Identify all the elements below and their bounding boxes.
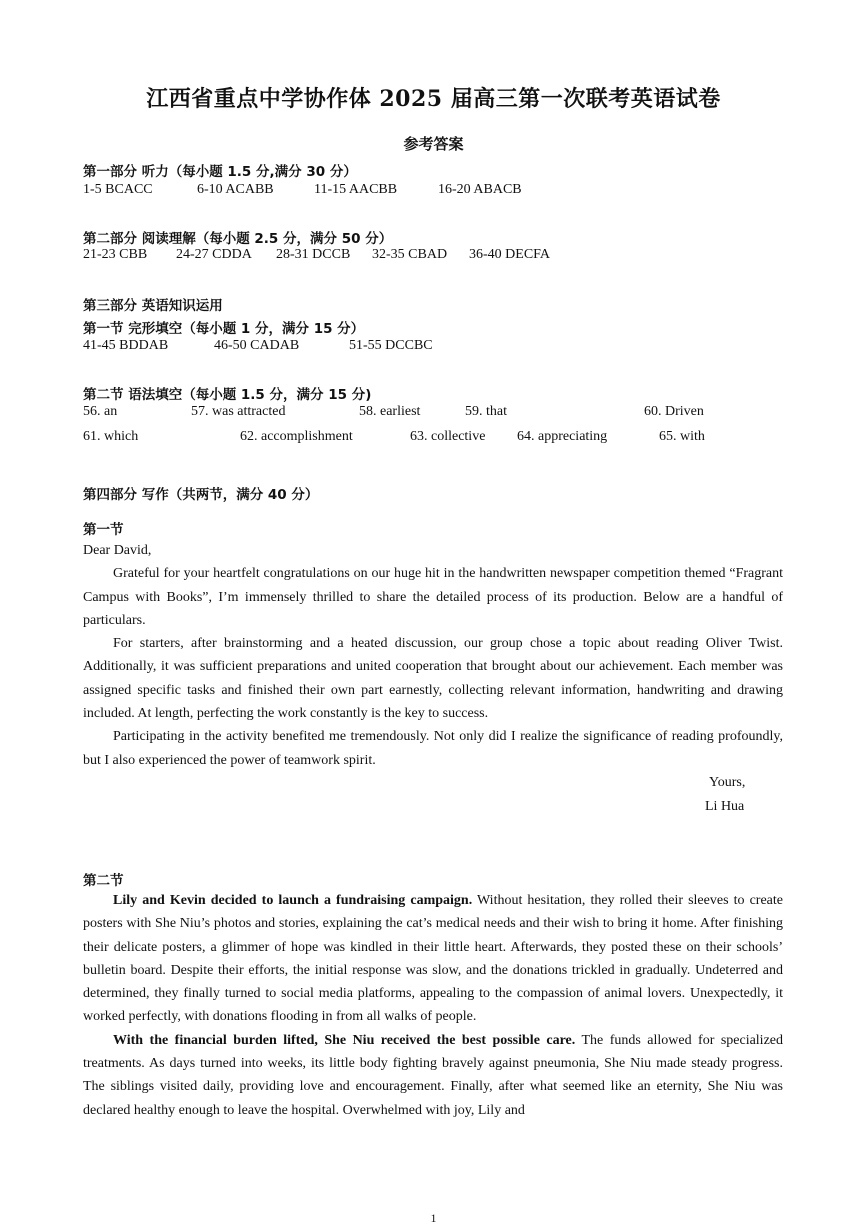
part2-answer: 24-27 CDDA xyxy=(176,247,252,262)
paragraph-opening-sentence: With the financial burden lifted, She Niu received the best possible care. xyxy=(113,1032,576,1048)
letter-signature: Li Hua xyxy=(705,799,745,814)
part2-answer: 28-31 DCCB xyxy=(276,247,351,262)
grammar-answer: 56. an xyxy=(83,404,118,419)
part1-answer: 1-5 BCACC xyxy=(83,182,153,197)
page-title: 江西省重点中学协作体 2025 届高三第一次联考英语试卷 xyxy=(146,86,721,112)
grammar-answer: 57. was attracted xyxy=(191,404,286,419)
page-number: 1 xyxy=(430,1211,437,1225)
part4-heading: 第四部分 写作（共两节，满分 40 分） xyxy=(83,487,319,503)
part1-heading: 第一部分 听力（每小题 1.5 分,满分 30 分） xyxy=(83,164,357,180)
letter-paragraph: Participating in the activity benefited me tremendously. Not only did I realize the significance of reading profoundly, but I also experienced the power of teamwork spirit. xyxy=(83,729,783,768)
grammar-answer: 59. that xyxy=(465,404,507,419)
cloze-answer: 46-50 CADAB xyxy=(214,338,300,353)
continuation-paragraph xyxy=(83,889,783,1029)
part2-answer: 21-23 CBB xyxy=(83,247,148,262)
grammar-answer: 65. with xyxy=(659,429,705,444)
grammar-answer: 64. appreciating xyxy=(517,429,608,444)
cloze-answer: 51-55 DCCBC xyxy=(349,338,433,353)
part2-answer: 32-35 CBAD xyxy=(372,247,448,262)
part1-answer: 11-15 AACBB xyxy=(314,182,398,197)
paragraph-opening-sentence: Lily and Kevin decided to launch a fundraising campaign. xyxy=(113,893,473,908)
continuation-writing xyxy=(83,889,783,1122)
grammar-answer: 60. Driven xyxy=(644,404,704,419)
part1-answer: 6-10 ACABB xyxy=(197,182,274,197)
grammar-answer: 61. which xyxy=(83,429,139,444)
part3-section1-heading: 第一节 完形填空（每小题 1 分，满分 15 分） xyxy=(83,321,365,337)
part3-section2-heading: 第二节 语法填空（每小题 1.5 分，满分 15 分) xyxy=(83,387,372,403)
page-subtitle: 参考答案 xyxy=(403,135,464,153)
cloze-answer: 41-45 BDDAB xyxy=(83,338,169,353)
part2-heading: 第二部分 阅读理解（每小题 2.5 分，满分 50 分） xyxy=(83,231,393,247)
grammar-answer: 58. earliest xyxy=(359,404,421,419)
part3-heading: 第三部分 英语知识运用 xyxy=(83,298,223,314)
part4-section1-heading: 第一节 xyxy=(83,522,124,538)
letter-paragraph: Grateful for your heartfelt congratulations on our huge hit in the handwritten newspaper competition themed “Fragrant Campus with Books”, I’m immensely thrilled to share the detailed process of its production. Below are a handful of particulars. xyxy=(83,566,783,628)
part1-answer: 16-20 ABACB xyxy=(438,182,522,197)
grammar-answer: 63. collective xyxy=(410,429,486,444)
letter-paragraph: For starters, after brainstorming and a heated discussion, our group chose a topic about reading Oliver Twist. Additionally, it was sufficient preparations and united cooperation that brought about our achievement. Each member was assigned specific tasks and finished their own part earnestly, collecting relevant information, handwriting and drawing included. At length, perfecting the work constantly is the key to success. xyxy=(83,636,783,722)
part4-section2-heading: 第二节 xyxy=(83,873,124,889)
continuation-paragraph xyxy=(83,1029,783,1122)
part2-answer: 36-40 DECFA xyxy=(469,247,551,262)
paragraph-text: The funds allowed for specialized treatments. As days turned into weeks, its little body fighting bravely against pneumonia, She Niu made steady progress. The siblings visited daily, providing love and encouragement. Finally, after what seemed like an eternity, She Niu was declared healthy enough to leave the hospital. Overwhelmed with joy, Lily and xyxy=(83,1032,784,1118)
letter-closing: Yours, xyxy=(709,775,746,790)
grammar-answer: 62. accomplishment xyxy=(240,429,353,444)
letter-salutation: Dear David, xyxy=(83,543,152,558)
letter-body xyxy=(83,539,783,772)
paragraph-text: Without hesitation, they rolled their sleeves to create posters with She Niu’s photos and stories, explaining the cat’s medical needs and their wish to bring it home. After finishing their delicate posters, a glimmer of hope was kindled in their little heart. Afterwards, they posted these on their schools’ bulletin board. Despite their efforts, the initial response was slow, and the donations trickled in gradually. Undeterred and determined, they finally turned to social media platforms, appealing to the compassion of animal lovers. Unexpectedly, it worked perfectly, with donations flooding in from all walks of people. xyxy=(83,893,783,1025)
